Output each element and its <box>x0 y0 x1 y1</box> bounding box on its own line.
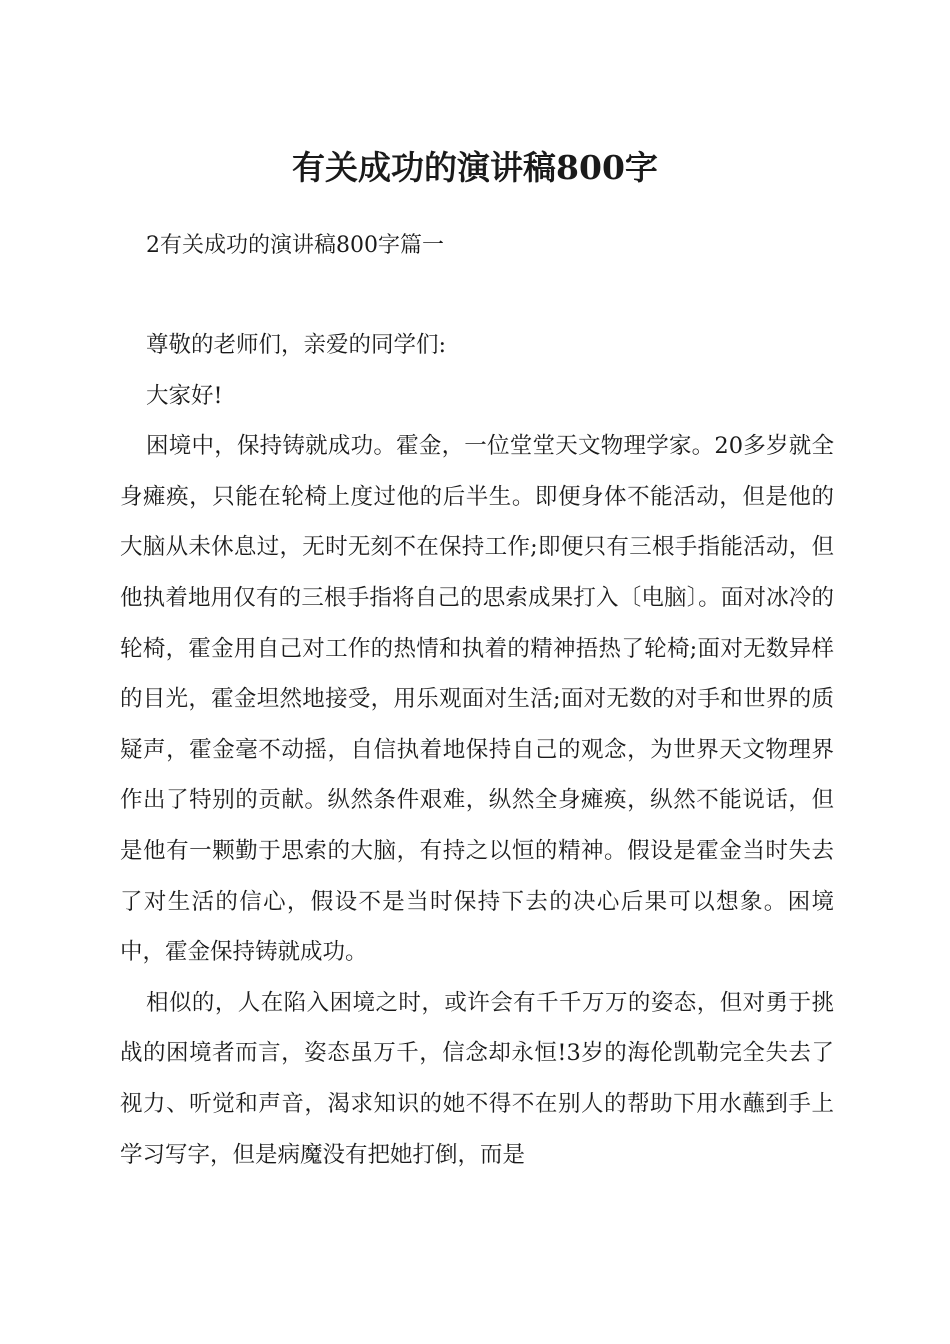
body-text <box>120 320 834 1180</box>
body-paragraph: 困境中，保持铸就成功。霍金，一位堂堂天文物理学家。20多岁就全身瘫痪，只能在轮椅上度过他的后半生。即便身体不能活动，但是他的大脑从未休息过，无时无刻不在保持工作;即便只有三根手指能活动，但他执着地用仅有的三根手指将自己的思索成果打入〔电脑〕。面对冰冷的轮椅，霍金用自己对工作的热情和执着的精神捂热了轮椅;面对无数异样的目光，霍金坦然地接受，用乐观面对生活;面对无数的对手和世界的质疑声，霍金毫不动摇，自信执着地保持自己的观念，为世界天文物理界作出了特别的贡献。纵然条件艰难，纵然全身瘫痪，纵然不能说话，但是他有一颗勤于思索的大脑，有持之以恒的精神。假设是霍金当时失去了对生活的信心，假设不是当时保持下去的决心后果可以想象。困境中，霍金保持铸就成功。 <box>120 433 834 966</box>
document-title: 有关成功的演讲稿800字 <box>292 148 658 187</box>
body-paragraph: 相似的，人在陷入困境之时，或许会有千千万万的姿态，但对勇于挑战的困境者而言，姿态虽万千，信念却永恒!3岁的海伦凯勒完全失去了视力、听觉和声音，渴求知识的她不得不在别人的帮助下用水蘸到手上学习写字，但是病魔没有把她打倒，而是 <box>120 989 834 1168</box>
salutation-paragraph: 尊敬的老师们，亲爱的同学们: <box>146 332 447 358</box>
section-heading: 2有关成功的演讲稿800字篇一 <box>146 233 444 258</box>
greeting-paragraph: 大家好! <box>146 382 223 409</box>
